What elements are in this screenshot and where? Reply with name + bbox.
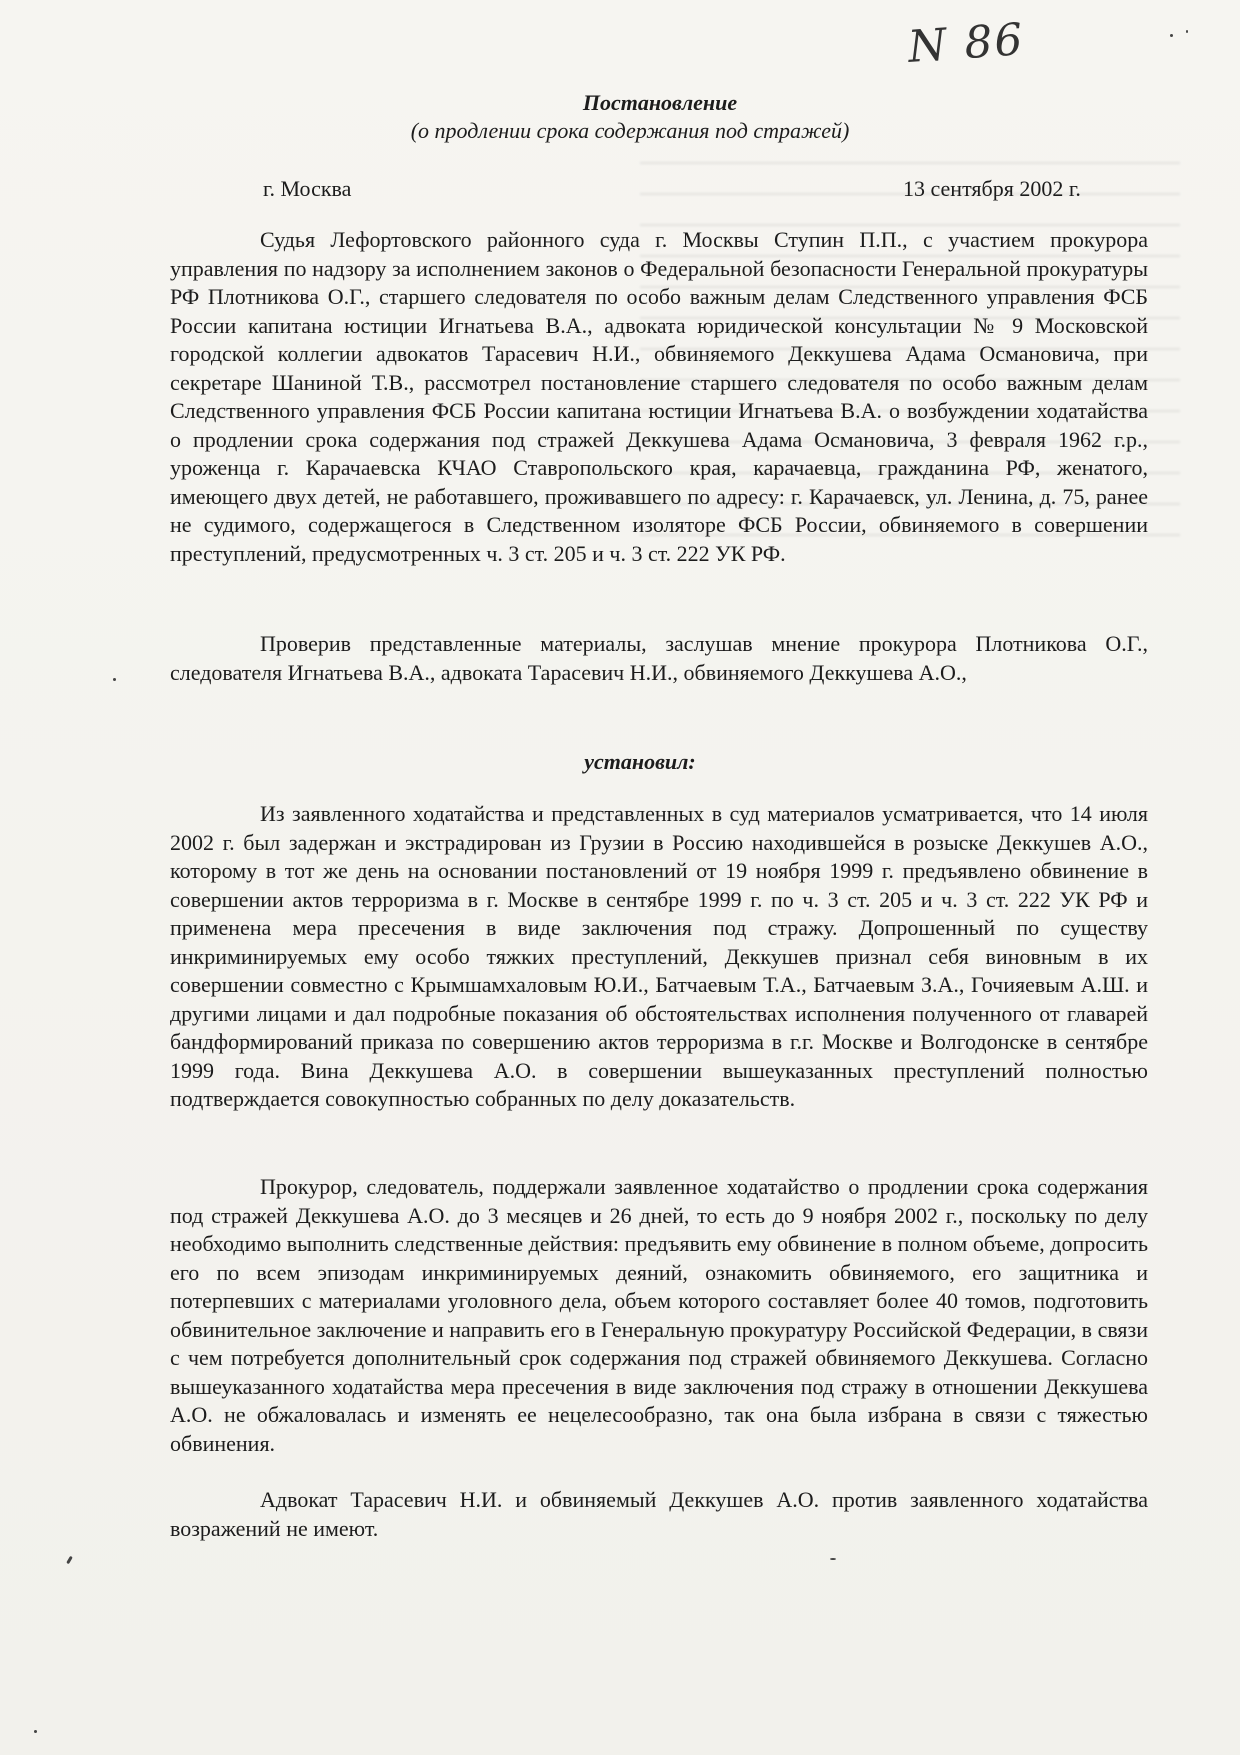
paragraph-case-facts xyxy=(170,800,1148,1114)
scan-speck xyxy=(113,678,116,681)
paragraph-5-text: Адвокат Тарасевич Н.И. и обвиняемый Деккушев А.О. против заявленного ходатайства возражений не имеют. xyxy=(170,1487,1148,1541)
scan-speck xyxy=(34,1730,37,1733)
paragraph-1-text: Судья Лефортовского районного суда г. Москвы Ступин П.П., с участием прокурора управления по надзору за исполнением законов о Федеральной безопасности Генеральной прокуратуры РФ Плотникова О.Г., старшего следователя по особо важным делам Следственного управления ФСБ России капитана юстиции Игнатьева В.А., адвоката юридической консультации № 9 Московской городской коллегии адвокатов Тарасевич Н.И., обвиняемого Деккушева Адама Османовича, при секретаре Шаниной Т.В., рассмотрел постановление старшего следователя по особо важным делам Следственного управления ФСБ России капитана юстиции Игнатьева В.А. о возбуждении ходатайства о продлении срока содержания под стражей Деккушева Адама Османовича, 3 февраля 1962 г.р., уроженца г. Карачаевска КЧАО Ставропольского края, карачаевца, гражданина РФ, женатого, имеющего двух детей, не работавшего, проживавшего по адресу: г. Карачаевск, ул. Ленина, д. 75, ранее не судимого, содержащегося в Следственном изоляторе ФСБ России, обвиняемого в совершении преступлений, предусмотренных ч. 3 ст. 205 и ч. 3 ст. 222 УК РФ. xyxy=(170,227,1148,566)
scan-speck xyxy=(1186,30,1188,33)
scan-speck xyxy=(66,1556,73,1564)
scan-speck xyxy=(1170,34,1173,37)
paragraph-4-text: Прокурор, следователь, поддержали заявленное ходатайство о продлении срока содержания под стражей Деккушева А.О. до 3 месяцев и 26 дней, то есть до 9 ноября 2002 г., поскольку по делу необходимо выполнить следственные действия: предъявить ему обвинение в полном объеме, допросить его по всем эпизодам инкриминируемых деяний, ознакомить обвиняемого, его защитника и потерпевших с материалами уголовного дела, объем которого составляет более 40 томов, подготовить обвинительное заключение и направить его в Генеральную прокуратуру Российской Федерации, в связи с чем потребуется дополнительный срок содержания под стражей обвиняемого Деккушева. Согласно вышеуказанного ходатайства мера пресечения в виде заключения под стражу в отношении Деккушева А.О. не обжаловалась и изменять ее нецелесообразно, так она была избрана в связи с тяжестью обвинения. xyxy=(170,1174,1149,1456)
paragraph-3-text: Из заявленного ходатайства и представленных в суд материалов усматривается, что 14 июля 2002 г. был задержан и экстрадирован из Грузии в Россию находившейся в розыске Деккушев А.О., которому в тот же день на основании постановлений от 19 ноября 1999 г. предъявлено обвинение в совершении актов терроризма в г. Москве в сентябре 1999 г. по ч. 3 ст. 205 и ч. 3 ст. 222 УК РФ и применена мера пресечения в виде заключения под стражу. Допрошенный по существу инкриминируемых ему особо тяжких преступлений, Деккушев признал себя виновным в их совершении совместно с Крымшамхаловым Ю.И., Батчаевым Т.А., Батчаевым З.А., Гочияевым А.Ш. и другими лицами и дал подробные показания об обстоятельствах исполнения полученного от главарей бандформирований приказа по совершению актов терроризма в г.г. Москве и Волгодонске в сентябре 1999 года. Вина Деккушева А.О. в совершении вышеуказанных преступлений полностью подтверждается совокупностью собранных по делу доказательств. xyxy=(170,801,1148,1111)
established-heading: установил: xyxy=(584,749,696,774)
paragraph-court-composition xyxy=(170,226,1148,568)
paragraph-defense-position xyxy=(170,1486,1148,1543)
document-date: 13 сентября 2002 г. xyxy=(903,176,1081,201)
scan-speck xyxy=(830,1558,836,1560)
document-city: г. Москва xyxy=(263,176,352,201)
document-subtitle: (о продлении срока содержания под стражей) xyxy=(410,118,850,143)
paragraph-2-text: Проверив представленные материалы, заслушав мнение прокурора Плотникова О.Г., следователя Игнатьева В.А., адвоката Тарасевич Н.И., обвиняемого Деккушева А.О., xyxy=(170,631,1148,685)
handwritten-page-number: N 86 xyxy=(906,13,1027,74)
paragraph-materials-review xyxy=(170,630,1148,687)
document-title: Постановление xyxy=(582,90,738,115)
paragraph-prosecutor-request xyxy=(170,1173,1148,1458)
